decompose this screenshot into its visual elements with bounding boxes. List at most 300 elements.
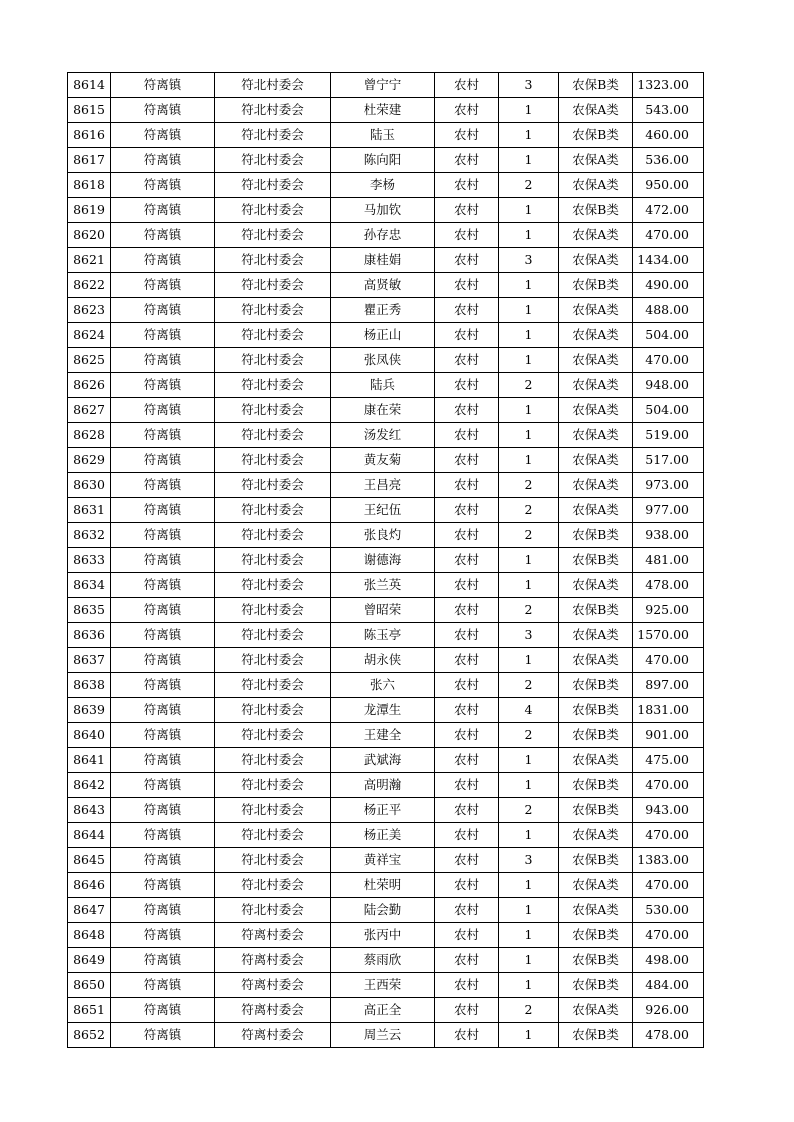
cell-category: 农保A类 — [559, 148, 633, 173]
cell-area: 农村 — [435, 948, 499, 973]
cell-town: 符离镇 — [111, 198, 215, 223]
cell-name: 王建全 — [331, 723, 435, 748]
cell-number: 8638 — [68, 673, 111, 698]
cell-category: 农保B类 — [559, 598, 633, 623]
table-row — [68, 323, 704, 348]
cell-name: 陆玉 — [331, 123, 435, 148]
cell-number: 8633 — [68, 548, 111, 573]
cell-category: 农保A类 — [559, 398, 633, 423]
cell-amount: 897.00 — [633, 673, 704, 698]
cell-amount: 470.00 — [633, 648, 704, 673]
cell-area: 农村 — [435, 898, 499, 923]
cell-town: 符离镇 — [111, 698, 215, 723]
cell-committee: 符北村委会 — [215, 523, 331, 548]
cell-committee: 符北村委会 — [215, 348, 331, 373]
table-row — [68, 498, 704, 523]
cell-committee: 符北村委会 — [215, 848, 331, 873]
cell-number: 8637 — [68, 648, 111, 673]
cell-amount: 517.00 — [633, 448, 704, 473]
table-row — [68, 273, 704, 298]
cell-number: 8634 — [68, 573, 111, 598]
cell-name: 周兰云 — [331, 1023, 435, 1048]
cell-committee: 符北村委会 — [215, 498, 331, 523]
cell-area: 农村 — [435, 923, 499, 948]
cell-amount: 1323.00 — [633, 73, 704, 98]
cell-committee: 符北村委会 — [215, 648, 331, 673]
cell-amount: 470.00 — [633, 223, 704, 248]
cell-count: 1 — [499, 648, 559, 673]
cell-town: 符离镇 — [111, 473, 215, 498]
cell-category: 农保A类 — [559, 823, 633, 848]
cell-amount: 490.00 — [633, 273, 704, 298]
cell-number: 8624 — [68, 323, 111, 348]
cell-count: 1 — [499, 98, 559, 123]
cell-category: 农保A类 — [559, 373, 633, 398]
cell-town: 符离镇 — [111, 98, 215, 123]
cell-amount: 481.00 — [633, 548, 704, 573]
table-row — [68, 948, 704, 973]
cell-count: 1 — [499, 448, 559, 473]
table-row — [68, 798, 704, 823]
cell-number: 8649 — [68, 948, 111, 973]
cell-committee: 符北村委会 — [215, 473, 331, 498]
cell-count: 4 — [499, 698, 559, 723]
cell-committee: 符北村委会 — [215, 148, 331, 173]
cell-name: 陆会勤 — [331, 898, 435, 923]
cell-category: 农保A类 — [559, 648, 633, 673]
cell-area: 农村 — [435, 323, 499, 348]
cell-category: 农保B类 — [559, 773, 633, 798]
cell-name: 高贤敏 — [331, 273, 435, 298]
cell-number: 8623 — [68, 298, 111, 323]
cell-count: 2 — [499, 473, 559, 498]
cell-committee: 符北村委会 — [215, 673, 331, 698]
cell-committee: 符离村委会 — [215, 998, 331, 1023]
cell-count: 1 — [499, 223, 559, 248]
cell-committee: 符北村委会 — [215, 623, 331, 648]
cell-town: 符离镇 — [111, 973, 215, 998]
table-row — [68, 523, 704, 548]
cell-number: 8630 — [68, 473, 111, 498]
cell-area: 农村 — [435, 723, 499, 748]
cell-name: 曾昭荣 — [331, 598, 435, 623]
cell-number: 8618 — [68, 173, 111, 198]
cell-town: 符离镇 — [111, 448, 215, 473]
cell-count: 3 — [499, 848, 559, 873]
cell-category: 农保B类 — [559, 723, 633, 748]
cell-number: 8648 — [68, 923, 111, 948]
cell-amount: 470.00 — [633, 873, 704, 898]
cell-committee: 符北村委会 — [215, 598, 331, 623]
cell-area: 农村 — [435, 598, 499, 623]
cell-category: 农保A类 — [559, 298, 633, 323]
cell-name: 杨正平 — [331, 798, 435, 823]
cell-amount: 478.00 — [633, 1023, 704, 1048]
cell-number: 8641 — [68, 748, 111, 773]
cell-category: 农保A类 — [559, 873, 633, 898]
cell-town: 符离镇 — [111, 723, 215, 748]
cell-number: 8644 — [68, 823, 111, 848]
cell-number: 8631 — [68, 498, 111, 523]
cell-number: 8650 — [68, 973, 111, 998]
cell-count: 1 — [499, 823, 559, 848]
cell-name: 高正全 — [331, 998, 435, 1023]
table-row — [68, 698, 704, 723]
table-row — [68, 98, 704, 123]
cell-town: 符离镇 — [111, 148, 215, 173]
table-row — [68, 398, 704, 423]
cell-amount: 948.00 — [633, 373, 704, 398]
cell-town: 符离镇 — [111, 598, 215, 623]
cell-count: 2 — [499, 598, 559, 623]
cell-count: 2 — [499, 998, 559, 1023]
cell-name: 蔡雨欣 — [331, 948, 435, 973]
cell-committee: 符北村委会 — [215, 373, 331, 398]
cell-amount: 901.00 — [633, 723, 704, 748]
cell-committee: 符离村委会 — [215, 973, 331, 998]
cell-amount: 484.00 — [633, 973, 704, 998]
cell-town: 符离镇 — [111, 423, 215, 448]
cell-area: 农村 — [435, 148, 499, 173]
cell-name: 黄祥宝 — [331, 848, 435, 873]
cell-category: 农保A类 — [559, 98, 633, 123]
cell-area: 农村 — [435, 698, 499, 723]
cell-amount: 1570.00 — [633, 623, 704, 648]
cell-name: 黄友菊 — [331, 448, 435, 473]
table-row — [68, 373, 704, 398]
cell-town: 符离镇 — [111, 398, 215, 423]
cell-count: 1 — [499, 923, 559, 948]
cell-area: 农村 — [435, 423, 499, 448]
cell-number: 8647 — [68, 898, 111, 923]
cell-town: 符离镇 — [111, 73, 215, 98]
cell-category: 农保A类 — [559, 748, 633, 773]
cell-area: 农村 — [435, 223, 499, 248]
cell-count: 1 — [499, 548, 559, 573]
cell-category: 农保A类 — [559, 998, 633, 1023]
cell-town: 符离镇 — [111, 573, 215, 598]
table-row — [68, 148, 704, 173]
cell-category: 农保B类 — [559, 73, 633, 98]
table-row — [68, 248, 704, 273]
cell-number: 8639 — [68, 698, 111, 723]
cell-count: 1 — [499, 423, 559, 448]
cell-name: 陈玉亭 — [331, 623, 435, 648]
table-row — [68, 198, 704, 223]
cell-town: 符离镇 — [111, 1023, 215, 1048]
cell-area: 农村 — [435, 648, 499, 673]
table-row — [68, 773, 704, 798]
cell-name: 张凤侠 — [331, 348, 435, 373]
cell-town: 符离镇 — [111, 823, 215, 848]
cell-committee: 符北村委会 — [215, 248, 331, 273]
cell-name: 武斌海 — [331, 748, 435, 773]
cell-area: 农村 — [435, 548, 499, 573]
cell-town: 符离镇 — [111, 173, 215, 198]
cell-name: 杨正山 — [331, 323, 435, 348]
cell-number: 8616 — [68, 123, 111, 148]
cell-count: 2 — [499, 673, 559, 698]
cell-committee: 符北村委会 — [215, 873, 331, 898]
cell-category: 农保B类 — [559, 673, 633, 698]
cell-number: 8643 — [68, 798, 111, 823]
table-row — [68, 73, 704, 98]
cell-category: 农保A类 — [559, 473, 633, 498]
cell-committee: 符北村委会 — [215, 273, 331, 298]
cell-committee: 符北村委会 — [215, 748, 331, 773]
cell-name: 张六 — [331, 673, 435, 698]
cell-town: 符离镇 — [111, 248, 215, 273]
cell-committee: 符北村委会 — [215, 723, 331, 748]
cell-committee: 符北村委会 — [215, 173, 331, 198]
cell-category: 农保B类 — [559, 273, 633, 298]
cell-category: 农保B类 — [559, 523, 633, 548]
cell-category: 农保B类 — [559, 923, 633, 948]
cell-count: 3 — [499, 73, 559, 98]
cell-town: 符离镇 — [111, 498, 215, 523]
cell-amount: 504.00 — [633, 323, 704, 348]
table-row — [68, 898, 704, 923]
cell-name: 孙存忠 — [331, 223, 435, 248]
cell-amount: 498.00 — [633, 948, 704, 973]
cell-name: 李杨 — [331, 173, 435, 198]
cell-area: 农村 — [435, 823, 499, 848]
table-row — [68, 448, 704, 473]
cell-count: 3 — [499, 248, 559, 273]
cell-category: 农保B类 — [559, 698, 633, 723]
cell-category: 农保A类 — [559, 348, 633, 373]
cell-committee: 符北村委会 — [215, 823, 331, 848]
cell-town: 符离镇 — [111, 898, 215, 923]
cell-committee: 符北村委会 — [215, 223, 331, 248]
table-row — [68, 873, 704, 898]
cell-number: 8652 — [68, 1023, 111, 1048]
cell-count: 1 — [499, 348, 559, 373]
cell-town: 符离镇 — [111, 673, 215, 698]
cell-amount: 475.00 — [633, 748, 704, 773]
cell-committee: 符北村委会 — [215, 323, 331, 348]
cell-town: 符离镇 — [111, 873, 215, 898]
cell-number: 8626 — [68, 373, 111, 398]
cell-area: 农村 — [435, 273, 499, 298]
cell-category: 农保A类 — [559, 898, 633, 923]
table-row — [68, 548, 704, 573]
cell-count: 1 — [499, 573, 559, 598]
cell-name: 汤发红 — [331, 423, 435, 448]
cell-area: 农村 — [435, 373, 499, 398]
cell-area: 农村 — [435, 73, 499, 98]
cell-name: 马加钦 — [331, 198, 435, 223]
cell-town: 符离镇 — [111, 773, 215, 798]
cell-amount: 519.00 — [633, 423, 704, 448]
cell-committee: 符离村委会 — [215, 923, 331, 948]
cell-amount: 478.00 — [633, 573, 704, 598]
cell-area: 农村 — [435, 523, 499, 548]
cell-area: 农村 — [435, 773, 499, 798]
cell-category: 农保A类 — [559, 323, 633, 348]
cell-name: 杜荣明 — [331, 873, 435, 898]
cell-count: 1 — [499, 898, 559, 923]
cell-committee: 符北村委会 — [215, 548, 331, 573]
cell-name: 张良灼 — [331, 523, 435, 548]
cell-area: 农村 — [435, 748, 499, 773]
table-row — [68, 423, 704, 448]
cell-area: 农村 — [435, 623, 499, 648]
cell-committee: 符北村委会 — [215, 448, 331, 473]
table-row — [68, 298, 704, 323]
cell-amount: 460.00 — [633, 123, 704, 148]
cell-amount: 1831.00 — [633, 698, 704, 723]
table-row — [68, 473, 704, 498]
table-row — [68, 923, 704, 948]
cell-number: 8646 — [68, 873, 111, 898]
cell-area: 农村 — [435, 123, 499, 148]
cell-number: 8645 — [68, 848, 111, 873]
cell-count: 1 — [499, 748, 559, 773]
cell-number: 8627 — [68, 398, 111, 423]
cell-area: 农村 — [435, 498, 499, 523]
cell-amount: 470.00 — [633, 923, 704, 948]
cell-number: 8619 — [68, 198, 111, 223]
cell-name: 陈向阳 — [331, 148, 435, 173]
cell-category: 农保A类 — [559, 573, 633, 598]
cell-name: 王西荣 — [331, 973, 435, 998]
cell-committee: 符北村委会 — [215, 898, 331, 923]
cell-committee: 符离村委会 — [215, 1023, 331, 1048]
cell-town: 符离镇 — [111, 848, 215, 873]
cell-count: 1 — [499, 198, 559, 223]
cell-number: 8622 — [68, 273, 111, 298]
cell-amount: 530.00 — [633, 898, 704, 923]
table-row — [68, 748, 704, 773]
roster-body — [68, 73, 704, 1048]
cell-town: 符离镇 — [111, 273, 215, 298]
cell-area: 农村 — [435, 1023, 499, 1048]
cell-count: 1 — [499, 398, 559, 423]
cell-area: 农村 — [435, 98, 499, 123]
cell-committee: 符北村委会 — [215, 198, 331, 223]
cell-number: 8651 — [68, 998, 111, 1023]
cell-count: 1 — [499, 948, 559, 973]
cell-count: 1 — [499, 973, 559, 998]
cell-count: 1 — [499, 1023, 559, 1048]
cell-amount: 925.00 — [633, 598, 704, 623]
cell-name: 曾宁宁 — [331, 73, 435, 98]
cell-number: 8617 — [68, 148, 111, 173]
cell-number: 8636 — [68, 623, 111, 648]
cell-name: 高明瀚 — [331, 773, 435, 798]
table-row — [68, 973, 704, 998]
cell-area: 农村 — [435, 798, 499, 823]
table-row — [68, 573, 704, 598]
table-row — [68, 848, 704, 873]
cell-amount: 950.00 — [633, 173, 704, 198]
cell-amount: 470.00 — [633, 773, 704, 798]
cell-amount: 926.00 — [633, 998, 704, 1023]
cell-name: 胡永侠 — [331, 648, 435, 673]
cell-area: 农村 — [435, 448, 499, 473]
cell-amount: 943.00 — [633, 798, 704, 823]
cell-amount: 543.00 — [633, 98, 704, 123]
cell-area: 农村 — [435, 198, 499, 223]
cell-name: 陆兵 — [331, 373, 435, 398]
cell-count: 1 — [499, 273, 559, 298]
cell-town: 符离镇 — [111, 123, 215, 148]
cell-town: 符离镇 — [111, 373, 215, 398]
cell-category: 农保A类 — [559, 423, 633, 448]
cell-number: 8632 — [68, 523, 111, 548]
cell-area: 农村 — [435, 998, 499, 1023]
cell-count: 2 — [499, 723, 559, 748]
cell-count: 3 — [499, 623, 559, 648]
roster-table — [67, 72, 704, 1048]
cell-category: 农保B类 — [559, 948, 633, 973]
cell-name: 谢德海 — [331, 548, 435, 573]
cell-number: 8642 — [68, 773, 111, 798]
table-row — [68, 1023, 704, 1048]
cell-category: 农保B类 — [559, 198, 633, 223]
cell-amount: 488.00 — [633, 298, 704, 323]
cell-count: 2 — [499, 498, 559, 523]
cell-town: 符离镇 — [111, 923, 215, 948]
cell-amount: 504.00 — [633, 398, 704, 423]
cell-number: 8640 — [68, 723, 111, 748]
cell-name: 瞿正秀 — [331, 298, 435, 323]
cell-area: 农村 — [435, 873, 499, 898]
cell-committee: 符北村委会 — [215, 773, 331, 798]
cell-category: 农保A类 — [559, 623, 633, 648]
cell-town: 符离镇 — [111, 948, 215, 973]
cell-category: 农保A类 — [559, 173, 633, 198]
cell-amount: 536.00 — [633, 148, 704, 173]
cell-amount: 470.00 — [633, 823, 704, 848]
cell-number: 8625 — [68, 348, 111, 373]
cell-committee: 符北村委会 — [215, 123, 331, 148]
cell-town: 符离镇 — [111, 523, 215, 548]
cell-category: 农保A类 — [559, 448, 633, 473]
cell-amount: 1434.00 — [633, 248, 704, 273]
cell-count: 2 — [499, 798, 559, 823]
cell-amount: 470.00 — [633, 348, 704, 373]
cell-committee: 符离村委会 — [215, 948, 331, 973]
cell-area: 农村 — [435, 673, 499, 698]
table-row — [68, 598, 704, 623]
cell-name: 龙潭生 — [331, 698, 435, 723]
cell-count: 1 — [499, 323, 559, 348]
cell-name: 杜荣建 — [331, 98, 435, 123]
cell-category: 农保A类 — [559, 223, 633, 248]
cell-count: 1 — [499, 148, 559, 173]
cell-committee: 符北村委会 — [215, 98, 331, 123]
cell-category: 农保B类 — [559, 1023, 633, 1048]
cell-amount: 977.00 — [633, 498, 704, 523]
cell-area: 农村 — [435, 473, 499, 498]
table-row — [68, 223, 704, 248]
cell-area: 农村 — [435, 348, 499, 373]
cell-count: 2 — [499, 523, 559, 548]
cell-town: 符离镇 — [111, 298, 215, 323]
cell-name: 张兰英 — [331, 573, 435, 598]
cell-town: 符离镇 — [111, 323, 215, 348]
cell-category: 农保B类 — [559, 848, 633, 873]
cell-count: 2 — [499, 173, 559, 198]
cell-area: 农村 — [435, 398, 499, 423]
cell-town: 符离镇 — [111, 648, 215, 673]
table-row — [68, 623, 704, 648]
cell-category: 农保A类 — [559, 248, 633, 273]
cell-count: 1 — [499, 773, 559, 798]
cell-number: 8614 — [68, 73, 111, 98]
